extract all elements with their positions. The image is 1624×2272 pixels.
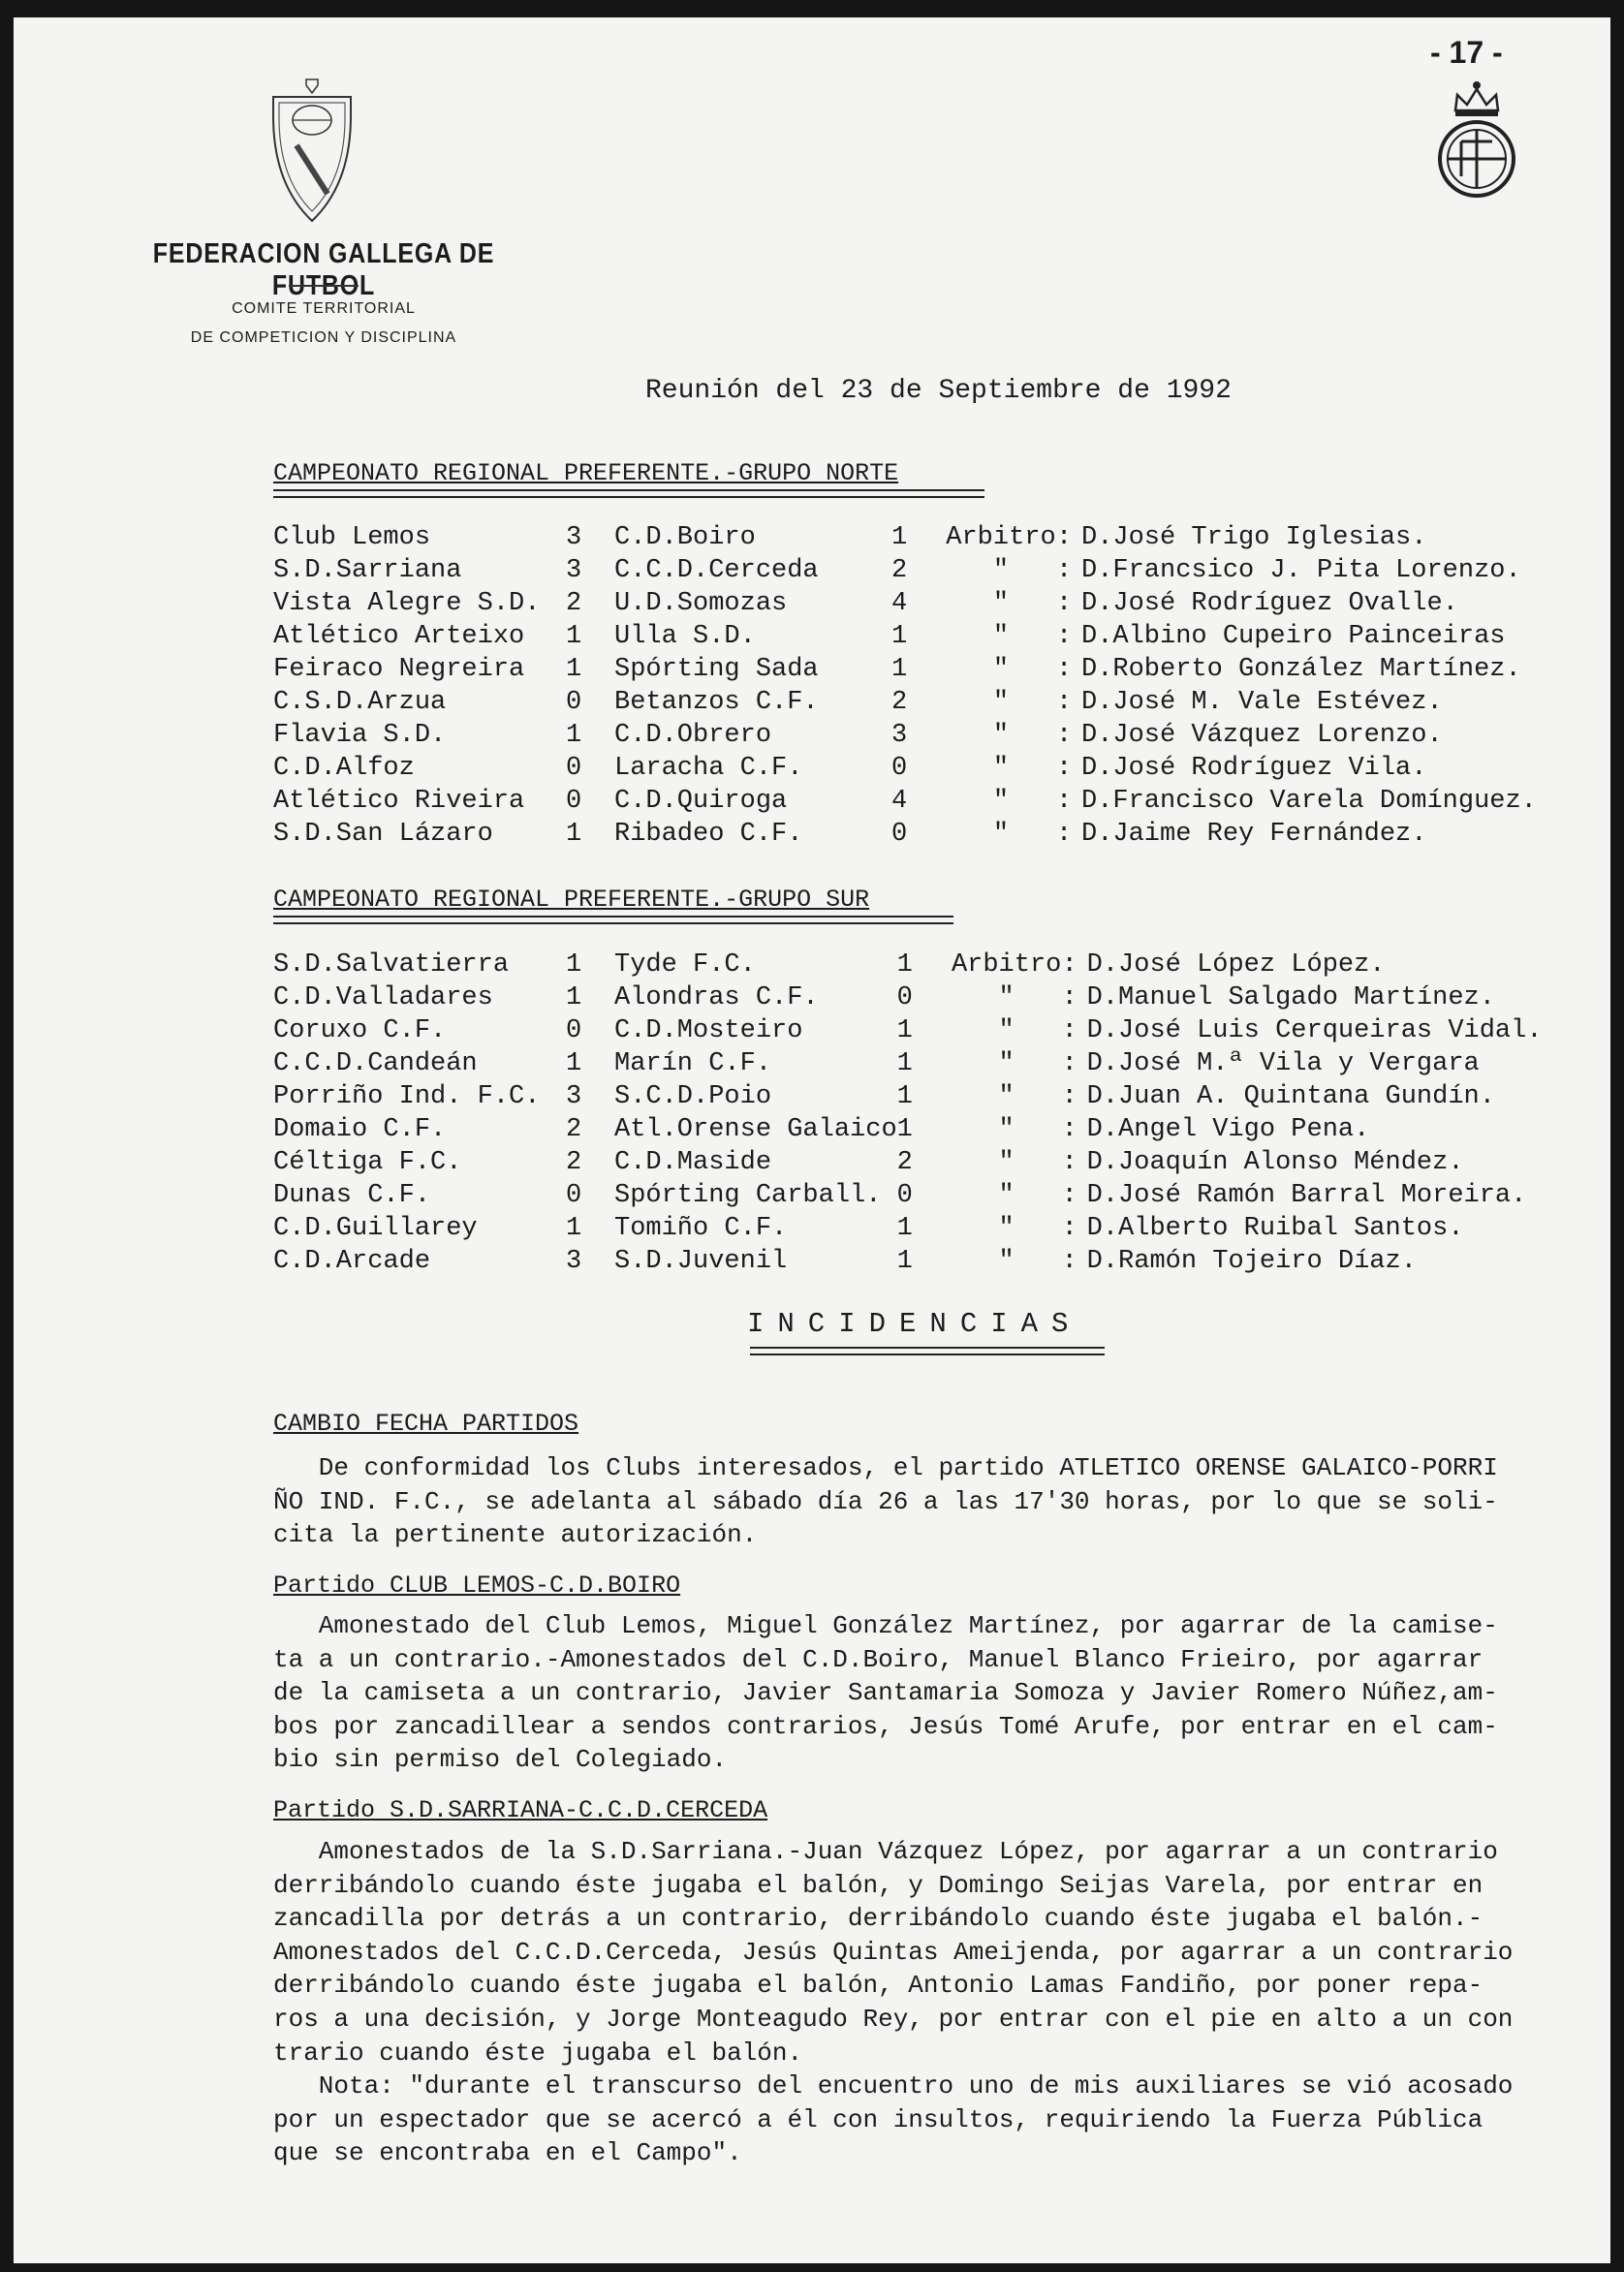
text-line: Nota: "durante el transcurso del encuentro uno de mis auxiliares se vió acosado [273,2071,1514,2101]
referee-name: D.José Rodríguez Ovalle. [1081,589,1458,618]
referee-label: " [998,983,1015,1012]
home-score: 1 [566,1049,582,1078]
text-line: Amonestados de la S.D.Sarriana.-Juan Vázquez López, por agarrar a un contrario [273,1837,1498,1866]
home-score: 1 [566,1214,582,1243]
referee-label: " [992,556,1010,585]
referee-label: " [992,754,1010,783]
home-score: 1 [566,950,582,980]
away-score: 4 [891,787,908,816]
away-score: 1 [896,1115,913,1144]
committee-line-1: COMITE TERRITORIAL [232,300,416,317]
away-team: U.D.Somozas [614,589,788,618]
away-team: C.D.Boiro [614,523,756,552]
referee-name: D.Ramón Tojeiro Díaz. [1086,1247,1417,1276]
federation-crest-logo [267,78,357,225]
referee-name: D.José Ramón Barral Moreira. [1086,1181,1527,1210]
colon: : [1056,754,1073,783]
away-score: 1 [896,1082,913,1111]
away-team: Laracha C.F. [614,754,803,783]
home-team: C.D.Alfoz [273,754,415,783]
match-row [273,1179,1543,1212]
home-team: C.S.D.Arzua [273,688,447,717]
text-line: Amonestado del Club Lemos, Miguel González Martínez, por agarrar de la camise- [273,1611,1498,1640]
away-score: 0 [891,820,908,849]
referee-label: " [992,589,1010,618]
section-lemos-boiro-title: Partido CLUB LEMOS-C.D.BOIRO [273,1572,681,1600]
text-line: de la camiseta a un contrario, Javier Santamaria Somoza y Javier Romero Núñez,am- [273,1678,1498,1708]
referee-label: " [992,622,1010,651]
referee-label: " [998,1247,1015,1276]
text-line: ÑO IND. F.C., se adelanta al sábado día 26 a las 17'30 horas, por lo que se soli- [273,1486,1498,1516]
referee-name: D.Alberto Ruibal Santos. [1086,1214,1464,1243]
text-line: derribándolo cuando éste jugaba el balón, y Domingo Seijas Varela, por entrar en [273,1870,1483,1900]
home-team: Coruxo C.F. [273,1016,447,1045]
colon: : [1056,655,1073,684]
home-score: 1 [566,655,582,684]
away-team: Ulla S.D. [614,622,756,651]
referee-name: D.José M.ª Vila y Vergara [1086,1049,1480,1078]
away-score: 1 [896,950,913,980]
home-team: Dunas C.F. [273,1181,431,1210]
home-score: 1 [566,983,582,1012]
home-score: 2 [566,1148,582,1177]
away-score: 2 [891,688,908,717]
match-row [273,653,1537,686]
text-line: por un espectador que se acercó a él con insultos, requiriendo la Fuerza Pública [273,2104,1483,2134]
home-score: 0 [566,787,582,816]
home-team: C.D.Arcade [273,1247,431,1276]
referee-name: D.José Rodríguez Vila. [1081,754,1427,783]
colon: : [1061,1082,1077,1111]
home-score: 3 [566,1247,582,1276]
home-team: Flavia S.D. [273,721,447,750]
colon: : [1061,1115,1077,1144]
text-line: bos por zancadillear a sendos contrarios, Jesús Tomé Arufe, por entrar en el cam- [273,1711,1498,1741]
home-score: 0 [566,1181,582,1210]
incidencias-underline [750,1347,1105,1355]
home-score: 0 [566,754,582,783]
home-team: Feiraco Negreira [273,655,525,684]
away-team: C.D.Maside [614,1148,772,1177]
home-team: S.D.Sarriana [273,556,462,585]
referee-name: D.José Trigo Iglesias. [1081,523,1427,552]
referee-label: " [998,1115,1015,1144]
referee-label: " [992,721,1010,750]
away-team: C.D.Quiroga [614,787,788,816]
group-sur-results [273,949,1543,1278]
referee-label: " [998,1214,1015,1243]
referee-name: D.Francisco Varela Domínguez. [1081,787,1537,816]
home-team: C.C.D.Candeán [273,1049,478,1078]
match-row [273,1212,1543,1245]
home-score: 3 [566,1082,582,1111]
colon: : [1056,589,1073,618]
away-score: 1 [891,622,908,651]
referee-label: " [998,1016,1015,1045]
group-norte-results [273,521,1537,851]
referee-name: D.José M. Vale Estévez. [1081,688,1443,717]
match-row [273,554,1537,587]
away-team: C.D.Mosteiro [614,1016,803,1045]
away-score: 2 [896,1148,913,1177]
home-team: C.D.Guillarey [273,1214,478,1243]
referee-name: D.Juan A. Quintana Gundín. [1086,1082,1495,1111]
referee-name: D.Angel Vigo Pena. [1086,1115,1370,1144]
away-score: 1 [891,655,908,684]
text-line: ta a un contrario.-Amonestados del C.D.Boiro, Manuel Blanco Frieiro, por agarrar [273,1644,1483,1674]
match-row [273,818,1537,851]
home-team: C.D.Valladares [273,983,493,1012]
committee-line-2: DE COMPETICION Y DISCIPLINA [190,329,457,346]
match-row [273,752,1537,785]
text-line: cita la pertinente autorización. [273,1520,758,1550]
colon: : [1061,1214,1077,1243]
referee-label: " [998,1082,1015,1111]
page-number: - 17 - [1430,35,1503,70]
away-team: Spórting Sada [614,655,819,684]
match-row [273,1245,1543,1278]
colon: : [1056,820,1073,849]
match-row [273,1113,1543,1146]
text-line: trario cuando éste jugaba el balón. [273,2038,803,2068]
home-team: Atlético Arteixo [273,622,525,651]
away-score: 1 [891,523,908,552]
match-row [273,719,1537,752]
home-score: 3 [566,523,582,552]
referee-label: " [998,1148,1015,1177]
match-row [273,620,1537,653]
colon: : [1061,1016,1077,1045]
home-score: 1 [566,622,582,651]
home-team: S.D.Salvatierra [273,950,510,980]
home-team: Céltiga F.C. [273,1148,462,1177]
group-norte-title: CAMPEONATO REGIONAL PREFERENTE.-GRUPO NORTE [273,459,899,487]
match-row [273,587,1537,620]
match-row [273,521,1537,554]
colon: : [1061,950,1077,980]
home-team: Porriño Ind. F.C. [273,1082,541,1111]
home-team: Atlético Riveira [273,787,525,816]
group-norte-underline [273,489,984,498]
referee-label: " [992,787,1010,816]
match-row [273,1080,1543,1113]
away-score: 3 [891,721,908,750]
home-team: Club Lemos [273,523,431,552]
meeting-date: Reunión del 23 de Septiembre de 1992 [645,376,1232,406]
home-score: 2 [566,1115,582,1144]
home-team: Vista Alegre S.D. [273,589,541,618]
home-score: 1 [566,820,582,849]
home-score: 2 [566,589,582,618]
away-score: 1 [896,1247,913,1276]
group-sur-title: CAMPEONATO REGIONAL PREFERENTE.-GRUPO SUR [273,886,870,914]
match-row [273,1146,1543,1179]
colon: : [1056,523,1073,552]
away-team: Betanzos C.F. [614,688,819,717]
section-lemos-boiro-body [273,1609,1610,1777]
colon: : [1061,1049,1077,1078]
colon: : [1056,721,1073,750]
away-team: C.C.D.Cerceda [614,556,819,585]
match-row [273,949,1543,981]
section-cambio-fecha-body [273,1451,1610,1552]
text-line: que se encontraba en el Campo". [273,2138,742,2168]
away-team: Alondras C.F. [614,983,819,1012]
referee-name: D.Francsico J. Pita Lorenzo. [1081,556,1521,585]
match-row [273,785,1537,818]
home-score: 1 [566,721,582,750]
crown-emblem-logo [1436,78,1517,205]
section-sarriana-cerceda-title: Partido S.D.SARRIANA-C.C.D.CERCEDA [273,1796,768,1824]
referee-label: " [992,820,1010,849]
referee-label: Arbitro [946,523,1056,552]
colon: : [1056,688,1073,717]
text-line: De conformidad los Clubs interesados, el partido ATLETICO ORENSE GALAICO-PORRI [273,1453,1498,1482]
away-score: 1 [896,1016,913,1045]
group-sur-underline [273,916,953,924]
referee-name: D.José Vázquez Lorenzo. [1081,721,1443,750]
match-row [273,686,1537,719]
away-team: Ribadeo C.F. [614,820,803,849]
away-score: 0 [896,1181,913,1210]
colon: : [1061,1181,1077,1210]
away-score: 1 [896,1049,913,1078]
colon: : [1061,1247,1077,1276]
away-team: C.D.Obrero [614,721,772,750]
referee-name: D.José López López. [1086,950,1386,980]
text-line: ros a una decisión, y Jorge Monteagudo Rey, por entrar con el pie en alto a un con [273,2004,1514,2034]
referee-name: D.Manuel Salgado Martínez. [1086,983,1495,1012]
text-line: derribándolo cuando éste jugaba el balón, Antonio Lamas Fandiño, por poner repa- [273,1971,1483,2001]
text-line: zancadilla por detrás a un contrario, derribándolo cuando éste jugaba el balón.- [273,1904,1483,1934]
colon: : [1061,1148,1077,1177]
away-team: S.D.Juvenil [614,1247,788,1276]
away-score: 4 [891,589,908,618]
section-cambio-fecha-title: CAMBIO FECHA PARTIDOS [273,1410,579,1438]
away-team: S.C.D.Poio [614,1082,772,1111]
away-score: 0 [896,983,913,1012]
header-divider [289,285,359,287]
away-score: 0 [891,754,908,783]
home-team: S.D.San Lázaro [273,820,493,849]
home-team: Domaio C.F. [273,1115,447,1144]
match-row [273,981,1543,1014]
referee-name: D.Albino Cupeiro Painceiras [1081,622,1506,651]
home-score: 0 [566,688,582,717]
away-team: Tyde F.C. [614,950,756,980]
away-team: Spórting Carball. [614,1181,882,1210]
incidencias-title: INCIDENCIAS [747,1308,1082,1340]
away-team: Atl.Orense Galaico [614,1115,897,1144]
referee-name: D.Jaime Rey Fernández. [1081,820,1427,849]
away-score: 1 [896,1214,913,1243]
referee-label: " [992,655,1010,684]
away-score: 2 [891,556,908,585]
section-sarriana-cerceda-body [273,1835,1610,2170]
home-score: 0 [566,1016,582,1045]
referee-name: D.Roberto González Martínez. [1081,655,1521,684]
document-page [14,17,1610,2263]
match-row [273,1014,1543,1047]
referee-label: " [998,1181,1015,1210]
referee-name: D.Joaquín Alonso Méndez. [1086,1148,1464,1177]
home-score: 3 [566,556,582,585]
text-line: bio sin permiso del Colegiado. [273,1745,728,1775]
match-row [273,1047,1543,1080]
referee-label: Arbitro [951,950,1062,980]
referee-label: " [992,688,1010,717]
referee-label: " [998,1049,1015,1078]
away-team: Tomiño C.F. [614,1214,788,1243]
text-line: Amonestados del C.C.D.Cerceda, Jesús Quintas Ameijenda, por agarrar a un contrario [273,1937,1514,1967]
away-team: Marín C.F. [614,1049,772,1078]
referee-name: D.José Luis Cerqueiras Vidal. [1086,1016,1543,1045]
colon: : [1056,787,1073,816]
colon: : [1056,622,1073,651]
federation-name: FEDERACION GALLEGA DE FUTBOL [152,238,495,301]
colon: : [1061,983,1077,1012]
colon: : [1056,556,1073,585]
